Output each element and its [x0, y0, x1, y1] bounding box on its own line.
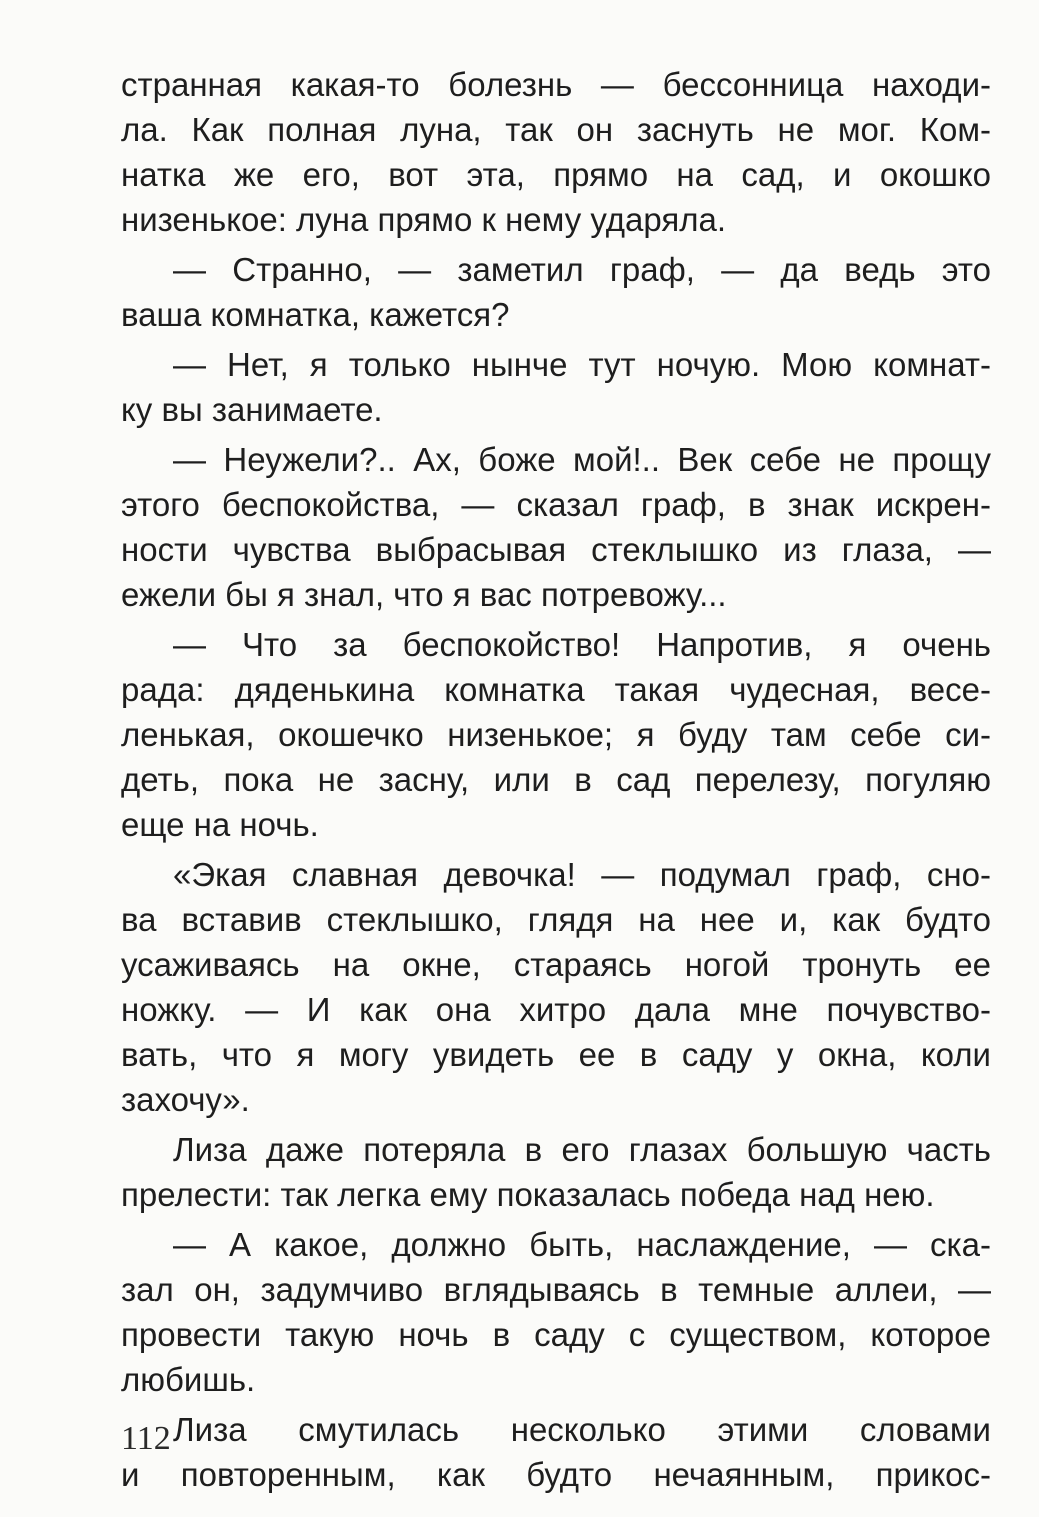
text-line: Лиза смутилась несколько этими словами — [173, 1411, 991, 1448]
text-line: ла. Как полная луна, так он заснуть не мог. Ком- — [121, 111, 991, 148]
text-line: усаживаясь на окне, стараясь ногой тронуть ее — [121, 946, 991, 983]
text-line: ленькая, окошечко низенькое; я буду там себе си- — [121, 716, 991, 753]
paragraph — [121, 62, 991, 242]
paragraph — [121, 437, 991, 617]
text-line: деть, пока не засну, или в сад перелезу, погуляю — [121, 761, 991, 798]
text-line: — Неужели?.. Ах, боже мой!.. Век себе не прощу — [173, 441, 991, 478]
paragraph — [121, 342, 991, 432]
text-line: этого беспокойства, — сказал граф, в знак искрен- — [121, 486, 991, 523]
paragraph — [121, 247, 991, 337]
text-line: вать, что я могу увидеть ее в саду у окна, коли — [121, 1036, 991, 1073]
text-line: — Что за беспокойство! Напротив, я очень — [173, 626, 991, 663]
paragraph — [121, 852, 991, 1122]
text-line: любишь. — [121, 1361, 256, 1398]
text-line: странная какая-то болезнь — бессонница находи- — [121, 66, 991, 103]
text-line: еще на ночь. — [121, 806, 319, 843]
text-line: ежели бы я знал, что я вас потревожу... — [121, 576, 727, 613]
text-line: ножку. — И как она хитро дала мне почувство- — [121, 991, 991, 1028]
text-line: натка же его, вот эта, прямо на сад, и окошко — [121, 156, 991, 193]
paragraph — [121, 1222, 991, 1402]
text-line: ва вставив стеклышко, глядя на нее и, как будто — [121, 901, 991, 938]
paragraph — [121, 1407, 991, 1497]
text-line: ности чувства выбрасывая стеклышко из глаза, — — [121, 531, 991, 568]
text-line: рада: дяденькина комнатка такая чудесная, весе- — [121, 671, 991, 708]
paragraph — [121, 1127, 991, 1217]
text-line: — А какое, должно быть, наслаждение, — ска- — [173, 1226, 991, 1263]
text-line: прелести: так легка ему показалась победа над нею. — [121, 1176, 935, 1213]
text-line: «Экая славная девочка! — подумал граф, сно- — [173, 856, 991, 893]
text-line: — Нет, я только нынче тут ночую. Мою комнат- — [173, 346, 991, 383]
text-line: зал он, задумчиво вглядываясь в темные аллеи, — — [121, 1271, 991, 1308]
text-line: — Странно, — заметил граф, — да ведь это — [173, 251, 991, 288]
page-number: 112 — [121, 1420, 171, 1457]
paragraph — [121, 622, 991, 847]
page-text — [121, 62, 991, 1497]
text-line: и повторенным, как будто нечаянным, прикос- — [121, 1456, 991, 1493]
text-line: ку вы занимаете. — [121, 391, 383, 428]
text-line: захочу». — [121, 1081, 250, 1118]
text-line: Лиза даже потеряла в его глазах большую часть — [173, 1131, 991, 1168]
text-line: низенькое: луна прямо к нему ударяла. — [121, 201, 727, 238]
text-line: ваша комнатка, кажется? — [121, 296, 510, 333]
text-line: провести такую ночь в саду с существом, которое — [121, 1316, 991, 1353]
